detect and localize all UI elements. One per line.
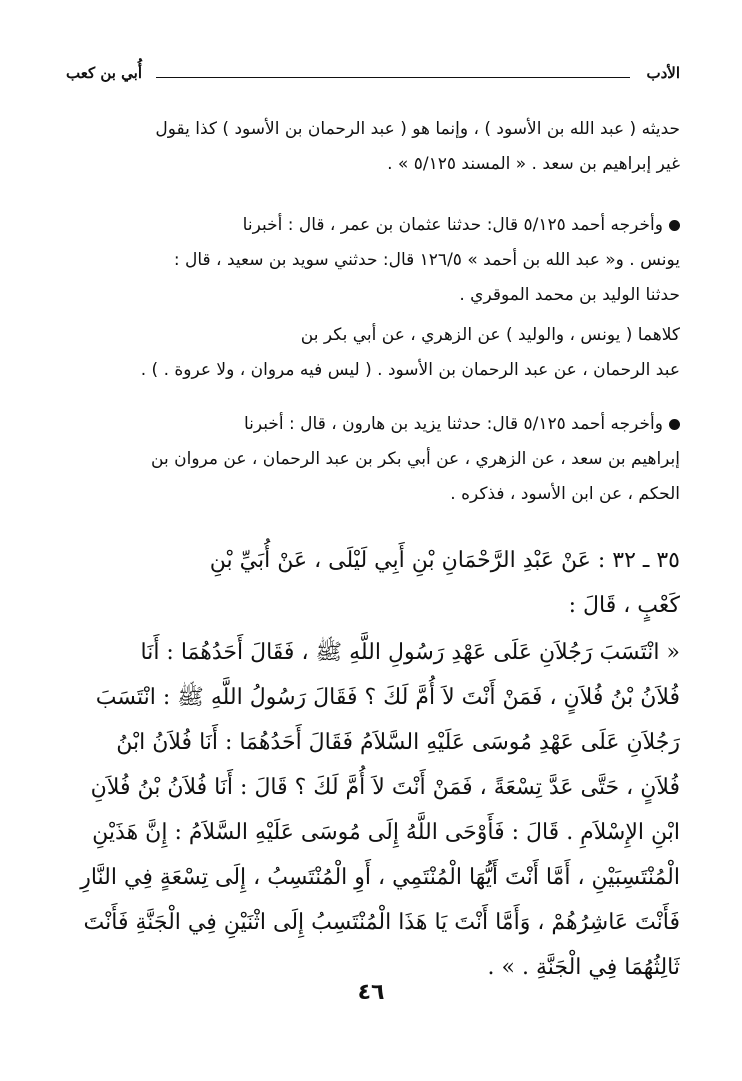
- text-line: حدثنا الوليد بن محمد الموقري .: [459, 285, 680, 305]
- text-line: عبد الرحمان ، عن عبد الرحمان بن الأسود . ( ليس فيه مروان ، ولا عروة . ) .: [140, 360, 680, 380]
- bullet-icon: [669, 419, 680, 430]
- bullet-icon: [669, 220, 680, 231]
- text-line: ٣٥ ـ ٣٢ : عَنْ عَبْدِ الرَّحْمَانِ بْنِ أَبِي لَيْلَى ، عَنْ أُبَيِّ بْنِ: [209, 548, 680, 573]
- text-line: إبراهيم بن سعد ، عن الزهري ، عن أبي بكر بن عبد الرحمان ، عن مروان بن: [151, 449, 680, 469]
- text-line: غير إبراهيم بن سعد . « المسند ٥/١٢٥ » .: [387, 154, 680, 174]
- header-section-title: الأدب: [642, 64, 680, 82]
- paragraph-takhrij-1: [66, 208, 680, 313]
- text-line: حديثه ( عبد الله بن الأسود ) ، وإنما هو ( عبد الرحمان بن الأسود ) كذا يقول: [155, 119, 680, 139]
- page-number: ٤٦: [357, 980, 385, 1005]
- running-header: [66, 64, 680, 86]
- text-line: يونس . و« عبد الله بن أحمد » ١٢٦/٥ قال: حدثني سويد بن سعيد ، قال :: [173, 250, 680, 270]
- text-line: وأخرجه أحمد ٥/١٢٥ قال: حدثنا عثمان بن عمر ، قال : أخبرنا: [66, 208, 680, 243]
- paragraph-continuation: [66, 112, 680, 182]
- text-line: فُلاَنٍ ، حَتَّى عَدَّ تِسْعَةً ، فَمَنْ أَنْتَ لاَ أُمَّ لَكَ ؟ قَالَ : أَنَا فُلاَنُ بْنُ فُلاَنِ: [90, 775, 680, 800]
- text-line: الحكم ، عن ابن الأسود ، فذكره .: [450, 484, 680, 504]
- text-line: وأخرجه أحمد ٥/١٢٥ قال: حدثنا يزيد بن هارون ، قال : أخبرنا: [66, 407, 680, 442]
- text-line: فَأَنْتَ عَاشِرُهُمْ ، وَأَمَّا أَنْتَ يَا هَذَا الْمُنْتَسِبُ إِلَى اثْنَيْنِ فِي الْجَنَّةِ فَأَنْتَ: [83, 910, 680, 935]
- header-chapter-title: أُبي بن كعب: [66, 64, 146, 82]
- paragraph-takhrij-2: [66, 318, 680, 388]
- text-line: فُلاَنُ بْنُ فُلاَنٍ ، فَمَنْ أَنْتَ لاَ أُمَّ لَكَ ؟ فَقَالَ رَسُولُ اللَّهِ ﷺ : انْتَسَبَ: [95, 685, 680, 710]
- hadith-heading: [66, 538, 680, 628]
- text-line: ثَالِثُهُمَا فِي الْجَنَّةِ . » .: [487, 955, 680, 980]
- text-line: رَجُلاَنِ عَلَى عَهْدِ مُوسَى عَلَيْهِ السَّلاَمُ فَقَالَ أَحَدُهُمَا : أَنَا فُلاَنُ ابْنُ: [116, 730, 680, 755]
- text-line: « انْتَسَبَ رَجُلاَنِ عَلَى عَهْدِ رَسُولِ اللَّهِ ﷺ ، فَقَالَ أَحَدُهُمَا : أَنَا: [140, 640, 680, 665]
- text-line: ابْنِ الإِسْلاَمِ . قَالَ : فَأَوْحَى اللَّهُ إِلَى مُوسَى عَلَيْهِ السَّلاَمُ : إِنَّ هَذَيْنِ: [92, 820, 680, 845]
- text-line: كَعْبٍ ، قَالَ :: [568, 593, 680, 618]
- hadith-text: [66, 630, 680, 990]
- header-rule: [156, 77, 630, 78]
- text-line: الْمُنْتَسِبَيْنِ ، أَمَّا أَنْتَ أَيُّهَا الْمُنْتَمِي ، أَوِ الْمُنْتَسِبُ ، إِلَى تِسْعَةٍ فِي النَّارِ: [80, 865, 680, 890]
- text-line: كلاهما ( يونس ، والوليد ) عن الزهري ، عن أبي بكر بن: [300, 325, 680, 345]
- paragraph-takhrij-3: [66, 407, 680, 512]
